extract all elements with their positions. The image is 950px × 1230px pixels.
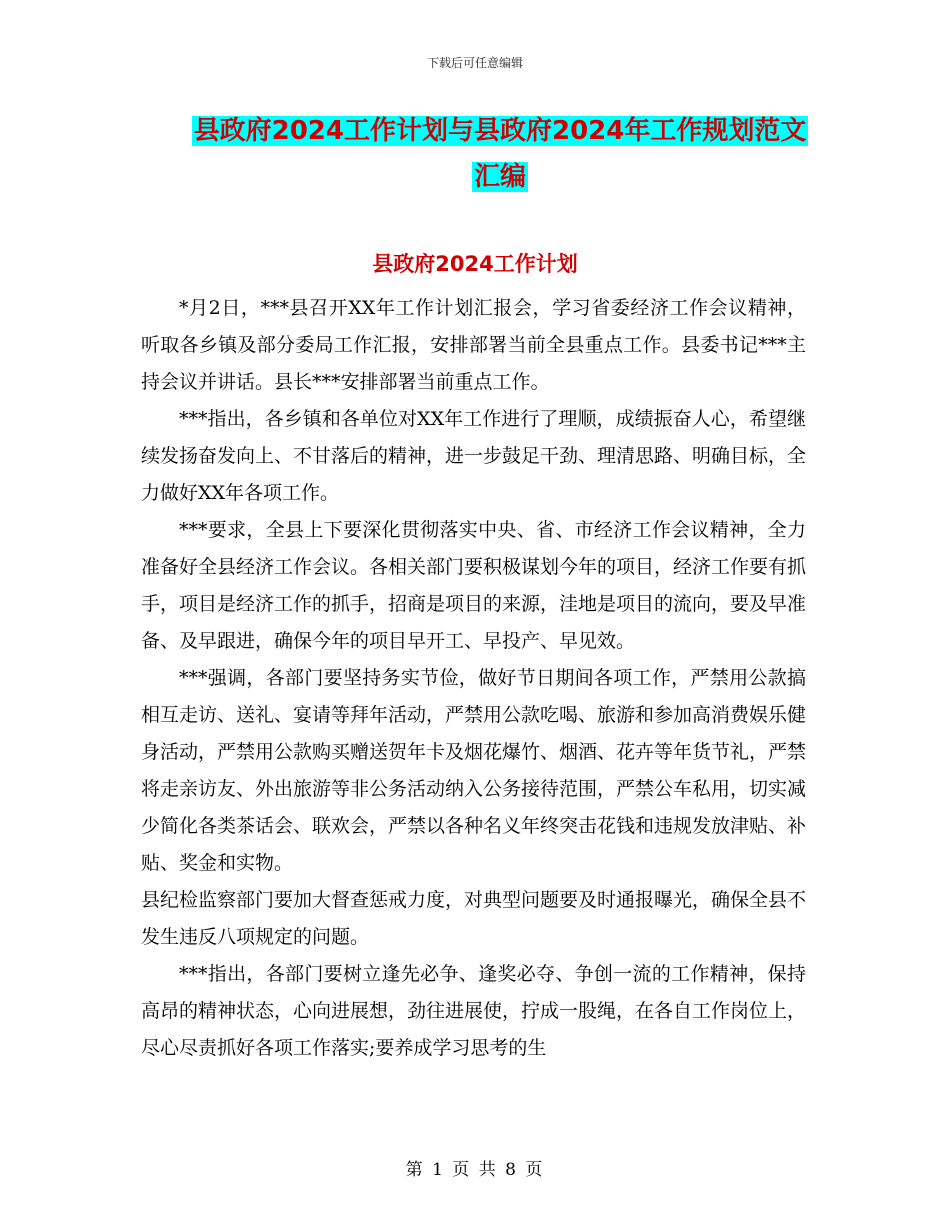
paragraph: ***指出，各部门要树立逢先必争、逢奖必夺、争创一流的工作精神，保持高昂的精神状态，心向进展想，劲往进展使，拧成一股绳，在各自工作岗位上，尽心尽责抓好各项工作落实;要养成学习思考的生	[141, 963, 807, 1059]
paragraph: ***强调，各部门要坚持务实节俭，做好节日期间各项工作，严禁用公款搞相互走访、送礼、宴请等拜年活动，严禁用公款吃喝、旅游和参加高消费娱乐健身活动，严禁用公款购买赠送贺年卡及烟花爆竹、烟酒、花卉等年货节礼，严禁将走亲访友、外出旅游等非公务活动纳入公务接待范围，严禁公车私用，切实减少简化各类茶话会、联欢会，严禁以各种名义年终突击花钱和违规发放津贴、补贴、奖金和实物。	[141, 667, 807, 874]
paragraph: ***要求，全县上下要深化贯彻落实中央、省、市经济工作会议精神，全力准备好全县经济工作会议。各相关部门要积极谋划今年的项目，经济工作要有抓手，项目是经济工作的抓手，招商是项目的来源，洼地是项目的流向，要及早准备、及早跟进，确保今年的项目早开工、早投产、早见效。	[141, 519, 807, 652]
title-line-2: 汇编	[473, 162, 526, 192]
page-number-footer: 第 1 页 共 8 页	[405, 1160, 545, 1180]
document-body	[141, 290, 806, 1067]
section-title: 县政府2024工作计划	[372, 252, 578, 276]
paragraph: *月2日，***县召开XX年工作计划汇报会，学习省委经济工作会议精神，听取各乡镇及部分委局工作汇报，安排部署当前全县重点工作。县委书记***主持会议并讲话。县长***安排部署当前重点工作。	[141, 297, 806, 393]
header-note: 下载后可任意编辑	[426, 56, 523, 70]
title-line-1-wrap	[185, 108, 815, 154]
paragraph: ***指出，各乡镇和各单位对XX年工作进行了理顺，成绩振奋人心，希望继续发扬奋发向上、不甘落后的精神，进一步鼓足干劲、理清思路、明确目标，全力做好XX年各项工作。	[141, 408, 807, 504]
title-line-2-wrap	[185, 154, 815, 200]
paragraph: 县纪检监察部门要加大督查惩戒力度，对典型问题要及时通报曝光，确保全县不发生违反八项规定的问题。	[141, 889, 807, 948]
document-title	[185, 108, 815, 200]
title-line-1: 县政府2024工作计划与县政府2024年工作规划范文	[193, 116, 807, 146]
